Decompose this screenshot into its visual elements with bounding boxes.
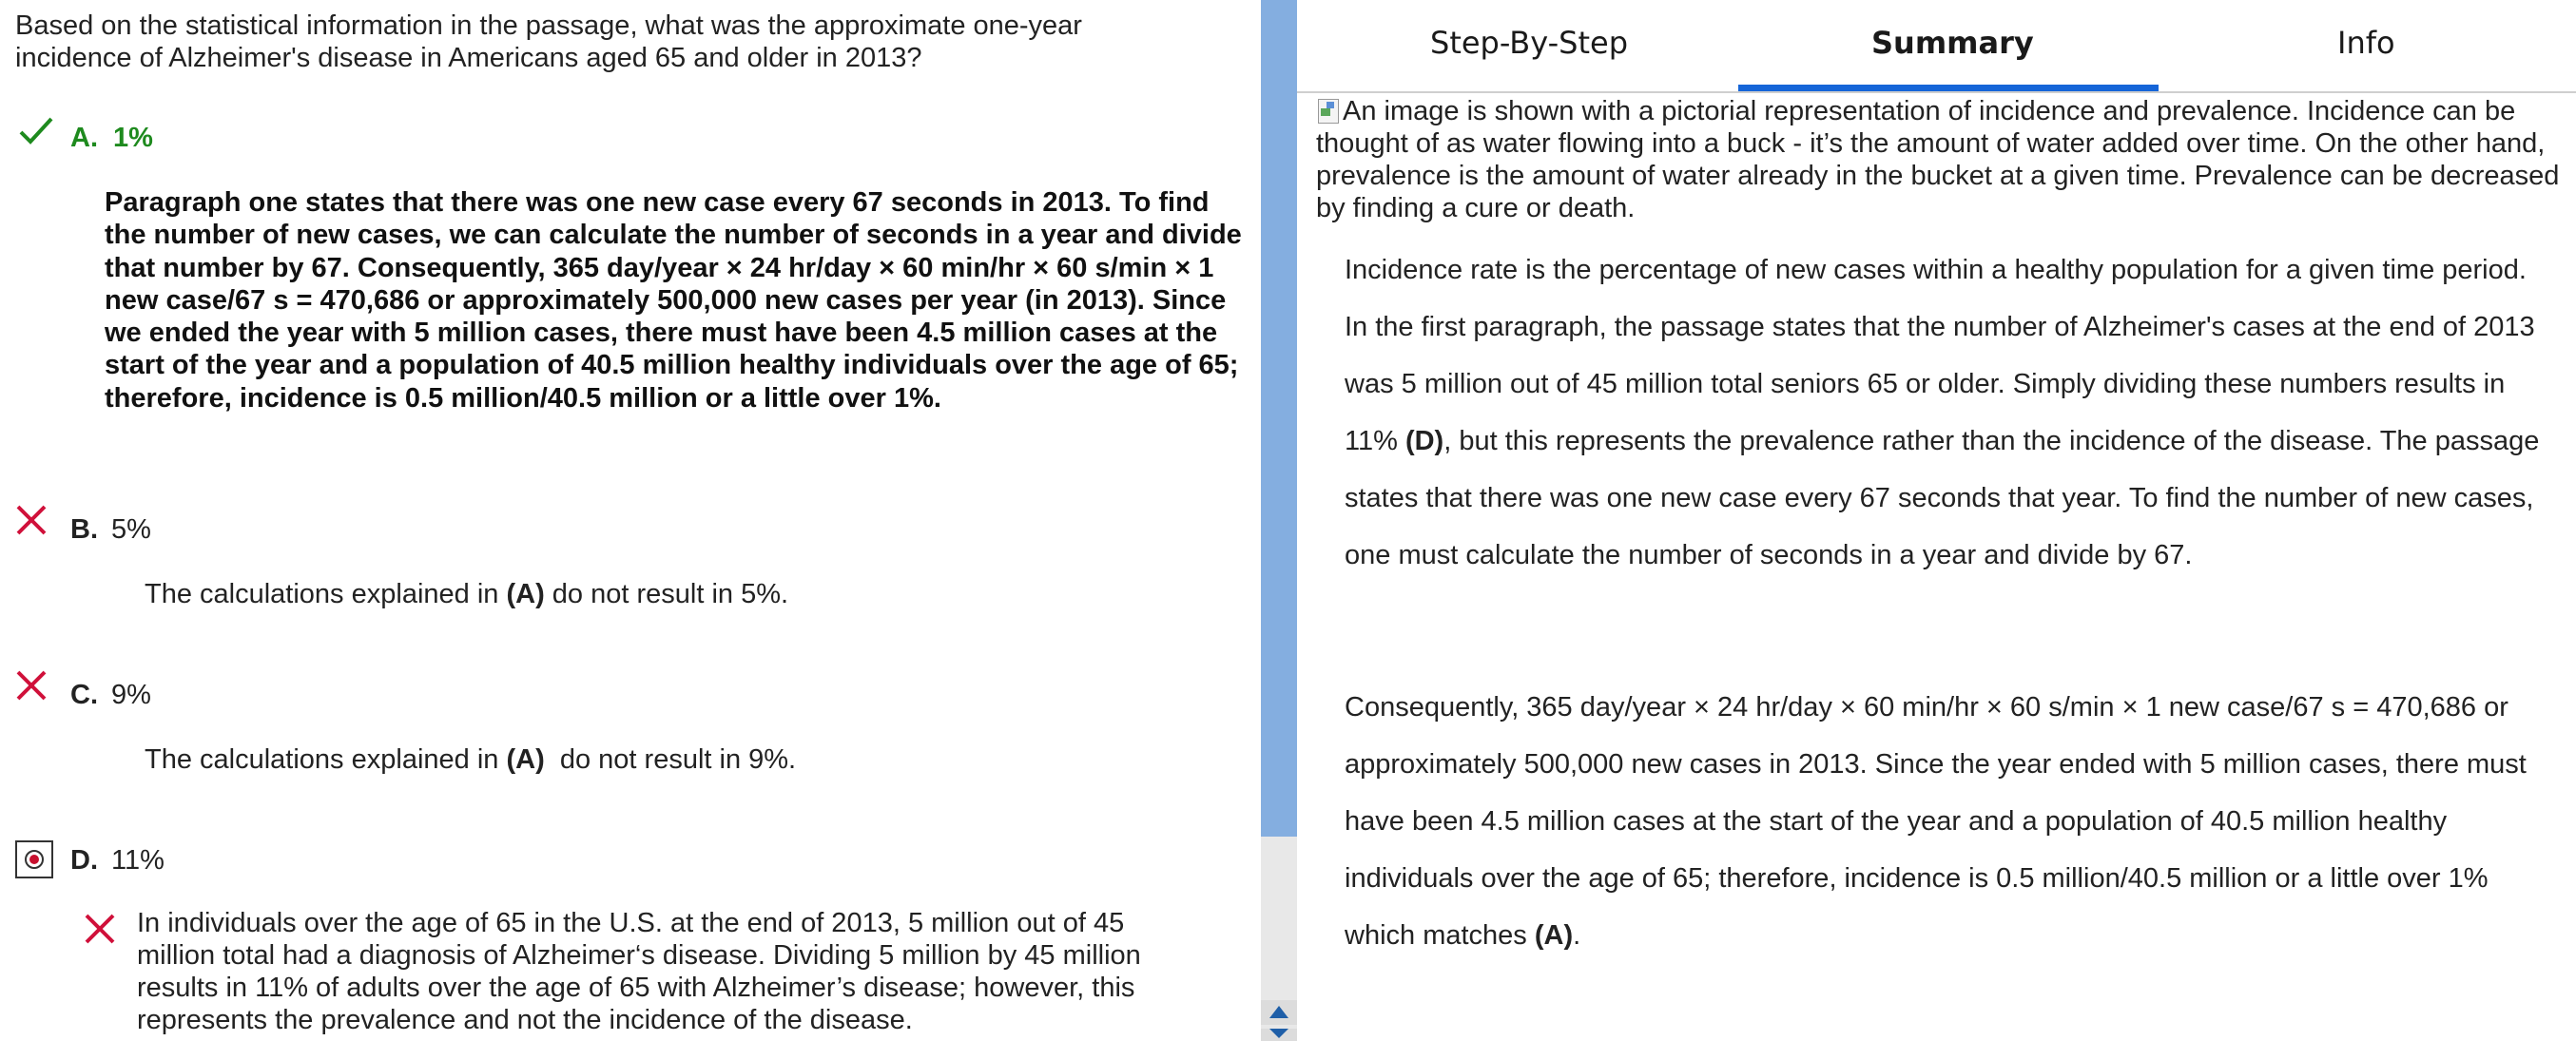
x-icon	[84, 913, 116, 945]
arrow-down-icon	[1269, 1029, 1288, 1038]
summary-text: , but this represents the prevalence rather than the incidence of the disease. The passage states that there was one new case every 67 seconds that year. To find the number of new cases, one must calculate the number of seconds in a year and divide by 67.	[1345, 426, 2540, 570]
incidence-prevalence-image	[1316, 95, 2569, 224]
choice-a[interactable]	[70, 122, 153, 154]
vertical-scrollbar[interactable]	[1261, 0, 1297, 1041]
choice-c[interactable]	[70, 679, 151, 711]
scroll-up-button[interactable]	[1261, 1000, 1297, 1025]
choice-d-letter: D.	[70, 845, 98, 876]
tab-summary[interactable]: Summary	[1871, 25, 2034, 61]
scrollbar-thumb[interactable]	[1261, 0, 1297, 837]
choice-c-explanation	[145, 743, 796, 776]
choice-a-explanation: Paragraph one states that there was one new case every 67 seconds in 2013. To find the number of new cases, we can calculate the number of seconds in a year and divide that number by 67. Consequently, 365 day/year × 24 hr/day × 60 min/hr × 60 s/min × 1 new case/67 s = 470,686 or approximately 500,000 new cases per year (in 2013). Since we ended the year with 5 million cases, there must have been 4.5 million cases at the start of the year and a population of 40.5 million healthy individuals over the age of 65; therefore, incidence is 0.5 million/40.5 million or a little over 1%.	[105, 187, 1242, 414]
summary-paragraph-1	[1345, 241, 2543, 584]
active-tab-indicator	[1738, 85, 2159, 91]
arrow-up-icon	[1269, 1006, 1288, 1018]
explanation-text: do not result in 9%.	[544, 744, 797, 775]
choice-d-value: 11%	[111, 845, 165, 876]
choice-c-value: 9%	[111, 680, 151, 710]
choice-b-letter: B.	[70, 514, 98, 545]
explanation-text: The calculations explained in	[145, 579, 507, 609]
choice-a-value: 1%	[113, 123, 153, 153]
scroll-down-button[interactable]	[1261, 1029, 1297, 1041]
summary-text: Incidence rate is the percentage of new cases within a healthy population for a given time period. In the first paragraph, the passage states that the number of Alzheimer's cases at the end of 2013 was 5 million out of 45 million total seniors 65 or older. Simply dividing these numbers results in 11%	[1345, 255, 2535, 456]
choice-b-explanation	[145, 578, 788, 610]
tab-info[interactable]: Info	[2337, 25, 2395, 61]
summary-text: Consequently, 365 day/year × 24 hr/day × 60 min/hr × 60 s/min × 1 new case/67 s = 470,686 or approximately 500,000 new cases in 2013. Since the year ended with 5 million cases, there must have been 4.5 million cases at the start of the year and a population of 40.5 million healthy individuals over the age of 65; therefore, incidence is 0.5 million/40.5 million or a little over 1% which matches	[1345, 692, 2527, 951]
x-icon	[15, 669, 48, 702]
summary-text: .	[1573, 920, 1581, 951]
explanation-text: The calculations explained in	[145, 744, 507, 775]
broken-image-icon	[1316, 97, 1343, 124]
check-icon	[17, 112, 55, 150]
summary-paragraph-2	[1345, 679, 2543, 964]
choice-c-letter: C.	[70, 680, 98, 710]
x-icon	[15, 504, 48, 536]
choice-b-value: 5%	[111, 514, 151, 545]
choice-d[interactable]	[70, 844, 165, 877]
choice-a-letter: A.	[70, 123, 98, 153]
tab-bar	[1297, 0, 2576, 93]
summary-pane	[1297, 0, 2576, 1041]
choice-b[interactable]	[70, 513, 151, 546]
radio-selected-icon[interactable]	[15, 840, 53, 878]
question-text: Based on the statistical information in the passage, what was the approximate one-year incidence of Alzheimer's disease in Americans aged 65 and older in 2013?	[15, 10, 1082, 73]
image-alt-text: An image is shown with a pictorial representation of incidence and prevalence. Incidence can be thought of as water flowing into a buck - it’s the amount of water added over time. On the other hand, prevalence is the amount of water already in the bucket at a given time. Prevalence can be decreased by finding a cure or death.	[1316, 96, 2560, 223]
choice-reference: (A)	[506, 744, 545, 775]
choice-d-explanation: In individuals over the age of 65 in the U.S. at the end of 2013, 5 million out of 45 million total had a diagnosis of Alzheimer‘s disease. Dividing 5 million by 45 million results in 11% of adults over the age of 65 with Alzheimer’s disease; however, this represents the prevalence and not the incidence of the disease.	[137, 908, 1141, 1035]
answer-explanations-pane	[0, 0, 1261, 1041]
tab-step-by-step[interactable]: Step-By-Step	[1430, 25, 1628, 61]
choice-reference: (D)	[1404, 426, 1444, 456]
choice-reference: (A)	[1534, 920, 1574, 951]
explanation-text: do not result in 5%.	[544, 579, 789, 609]
choice-reference: (A)	[506, 579, 545, 609]
